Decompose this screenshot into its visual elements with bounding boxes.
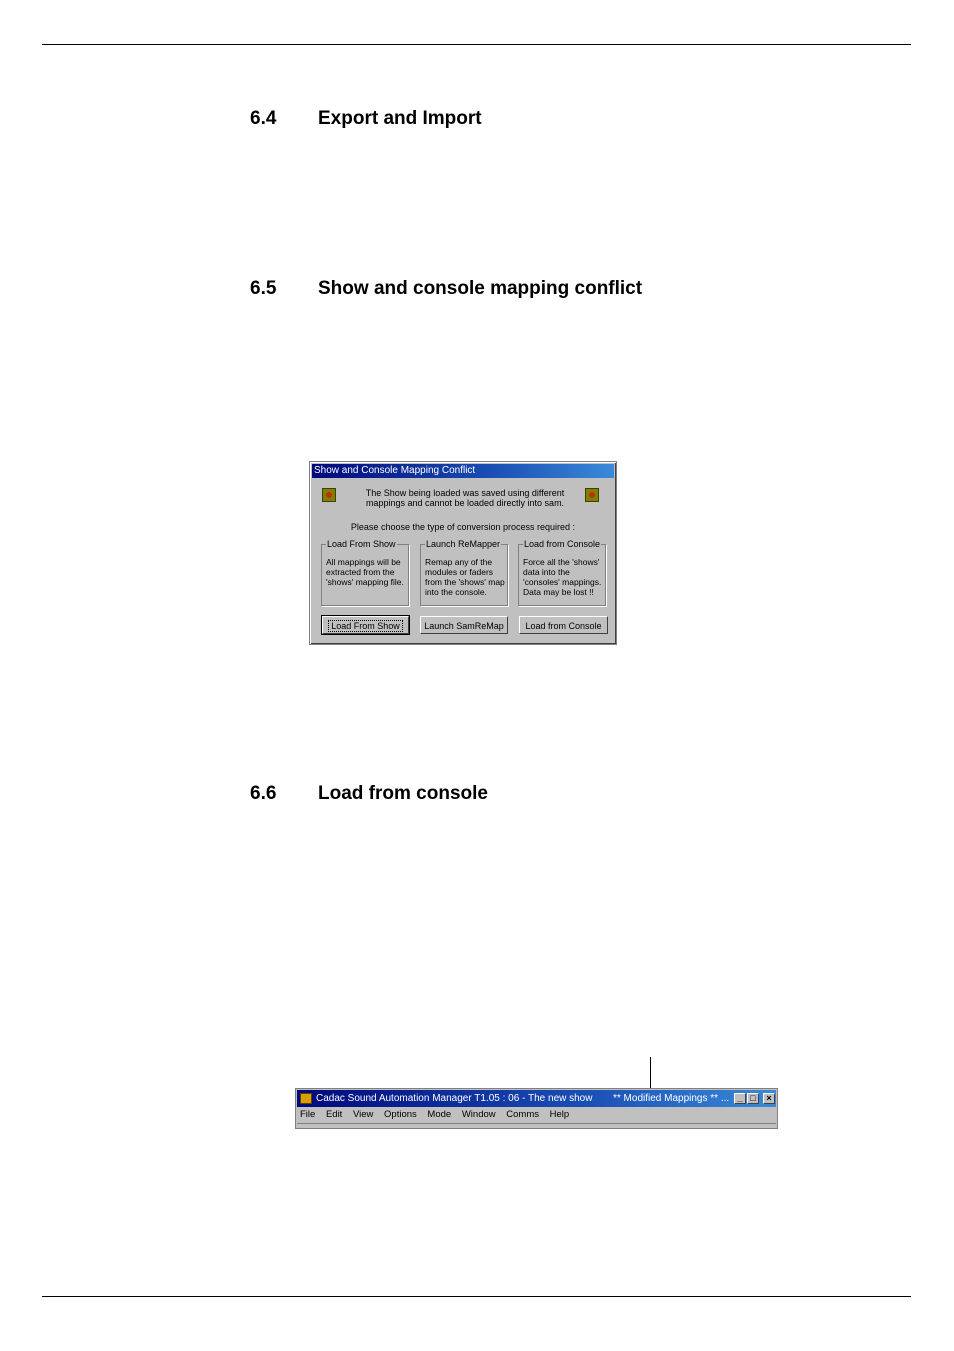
menu-help[interactable]: Help xyxy=(549,1109,570,1120)
app-icon[interactable] xyxy=(300,1093,312,1104)
app-window xyxy=(295,1088,778,1129)
header-rule xyxy=(42,44,911,45)
maximize-button[interactable]: □ xyxy=(747,1093,759,1104)
section-title: Export and Import xyxy=(318,108,482,129)
load-from-console-button[interactable]: Load from Console xyxy=(519,616,608,634)
group-legend: Load From Show xyxy=(327,539,396,549)
minimize-button[interactable]: _ xyxy=(734,1093,746,1104)
dialog-title: Show and Console Mapping Conflict xyxy=(312,464,614,478)
app-title-bar[interactable] xyxy=(297,1090,776,1107)
group-load-from-console xyxy=(518,539,606,606)
dialog-prompt: Please choose the type of conversion process required : xyxy=(350,522,576,532)
menu-view[interactable]: View xyxy=(352,1109,374,1120)
menu-file[interactable]: File xyxy=(300,1109,316,1120)
menu-comms[interactable]: Comms xyxy=(506,1109,539,1120)
load-from-show-button[interactable] xyxy=(322,616,409,634)
show-icon xyxy=(322,488,336,502)
group-description: Remap any of the modules or faders from the 'shows' map into the console. xyxy=(425,557,505,597)
menu-mode[interactable]: Mode xyxy=(427,1109,452,1120)
group-launch-remapper xyxy=(420,539,508,606)
menu-window[interactable]: Window xyxy=(461,1109,496,1120)
menu-separator xyxy=(297,1123,776,1124)
group-load-from-show xyxy=(321,539,409,606)
menu-bar xyxy=(300,1108,577,1122)
mapping-conflict-dialog xyxy=(309,461,617,645)
section-heading-6-5 xyxy=(250,278,642,300)
group-legend: Load from Console xyxy=(524,539,601,549)
group-description: All mappings will be extracted from the 'shows' mapping file. xyxy=(326,557,404,587)
section-heading-6-4 xyxy=(250,108,482,130)
footer-rule xyxy=(42,1296,911,1297)
console-icon xyxy=(585,488,599,502)
section-title: Show and console mapping conflict xyxy=(318,278,643,299)
group-legend: Launch ReMapper xyxy=(426,539,501,549)
section-heading-6-6 xyxy=(250,783,488,805)
dialog-message: The Show being loaded was saved using different mappings and cannot be loaded directly into sam. xyxy=(365,488,565,508)
section-number: 6.6 xyxy=(250,783,277,804)
menu-options[interactable]: Options xyxy=(384,1109,417,1120)
menu-edit[interactable]: Edit xyxy=(325,1109,343,1120)
section-number: 6.5 xyxy=(250,278,277,299)
group-description: Force all the 'shows' data into the 'consoles' mappings. Data may be lost !! xyxy=(523,557,602,597)
section-title: Load from console xyxy=(318,783,488,804)
modified-mappings-indicator: ** Modified Mappings ** ... xyxy=(613,1093,730,1104)
close-button[interactable]: × xyxy=(763,1093,775,1104)
launch-samremap-button[interactable]: Launch SamReMap xyxy=(420,616,508,634)
section-number: 6.4 xyxy=(250,108,277,129)
button-label: Load From Show xyxy=(328,620,403,632)
app-title-text: Cadac Sound Automation Manager T1.05 : 06 - The new show xyxy=(316,1093,593,1104)
